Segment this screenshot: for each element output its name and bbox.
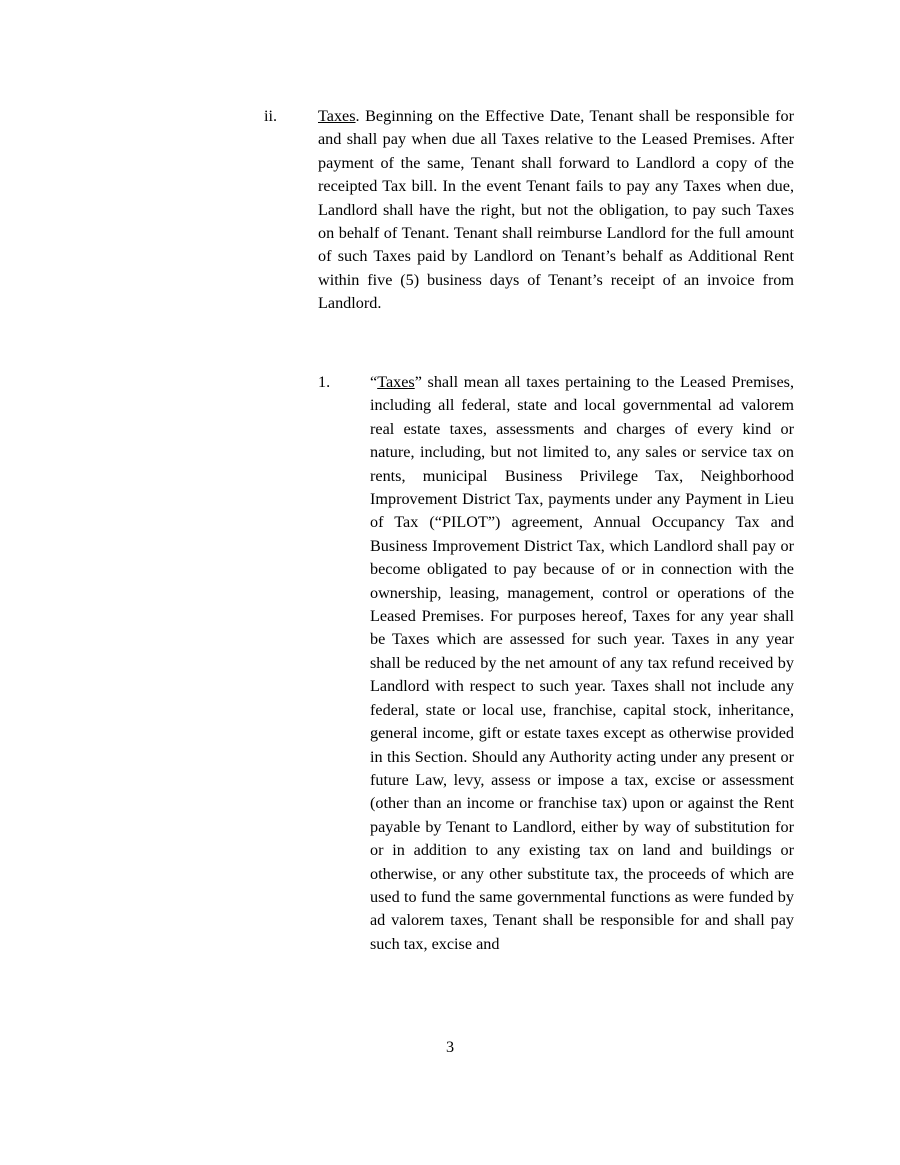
definition-body-text: ” shall mean all taxes pertaining to the Leased Premises, including all federal, state and local governmental ad valorem real estate taxes, assessments and charges of every kind or nature, including, but not limited to, any sales or service tax on rents, municipal Business Privilege Tax, Neighborhood Improvement District Tax, payments under any Payment in Lieu of Tax (“PILOT”) agreement, Annual Occupancy Tax and Business Improvement District Tax, which Landlord shall pay or become obligated to pay because of or in connection with the ownership, leasing, management, control or operations of the Leased Premises. For purposes hereof, Taxes for any year shall be Taxes which are assessed for such year. Taxes in any year shall be reduced by the net amount of any tax refund received by Landlord with respect to such year. Taxes shall not include any federal, state or local use, franchise, capital stock, inheritance, general income, gift or estate taxes except as otherwise provided in this Section. Should any Authority acting under any present or future Law, levy, assess or impose a tax, excise or assessment (other than an income or franchise tax) upon or against the Rent payable by Tenant to Landlord, either by way of substitution for or in addition to any existing tax on land and buildings or otherwise, or any other substitute tax, the proceeds of which are used to fund the same governmental functions as were funded by ad valorem taxes, Tenant shall be responsible for and shall pay such tax, excise and — [370, 373, 794, 953]
definition-open-quote: “ — [370, 373, 378, 391]
clause-marker: ii. — [264, 107, 278, 125]
taxes-clause — [264, 105, 794, 316]
clause-body-text: . Beginning on the Effective Date, Tenant shall be responsible for and shall pay when due all Taxes relative to the Leased Premises. After payment of the same, Tenant shall forward to Landlord a copy of the receipted Tax bill. In the event Tenant fails to pay any Taxes when due, Landlord shall have the right, but not the obligation, to pay such Taxes on behalf of Tenant. Tenant shall reimburse Landlord for the full amount of such Taxes paid by Landlord on Tenant’s behalf as Additional Rent within five (5) business days of Tenant’s receipt of an invoice from Landlord. — [318, 107, 794, 313]
clause-paragraph — [318, 105, 794, 316]
taxes-definition — [318, 371, 794, 956]
page-number: 3 — [445, 1038, 455, 1056]
definition-paragraph — [370, 371, 794, 956]
definition-term: Taxes — [377, 373, 415, 391]
clause-heading: Taxes — [318, 107, 356, 125]
definition-marker: 1. — [318, 373, 331, 391]
